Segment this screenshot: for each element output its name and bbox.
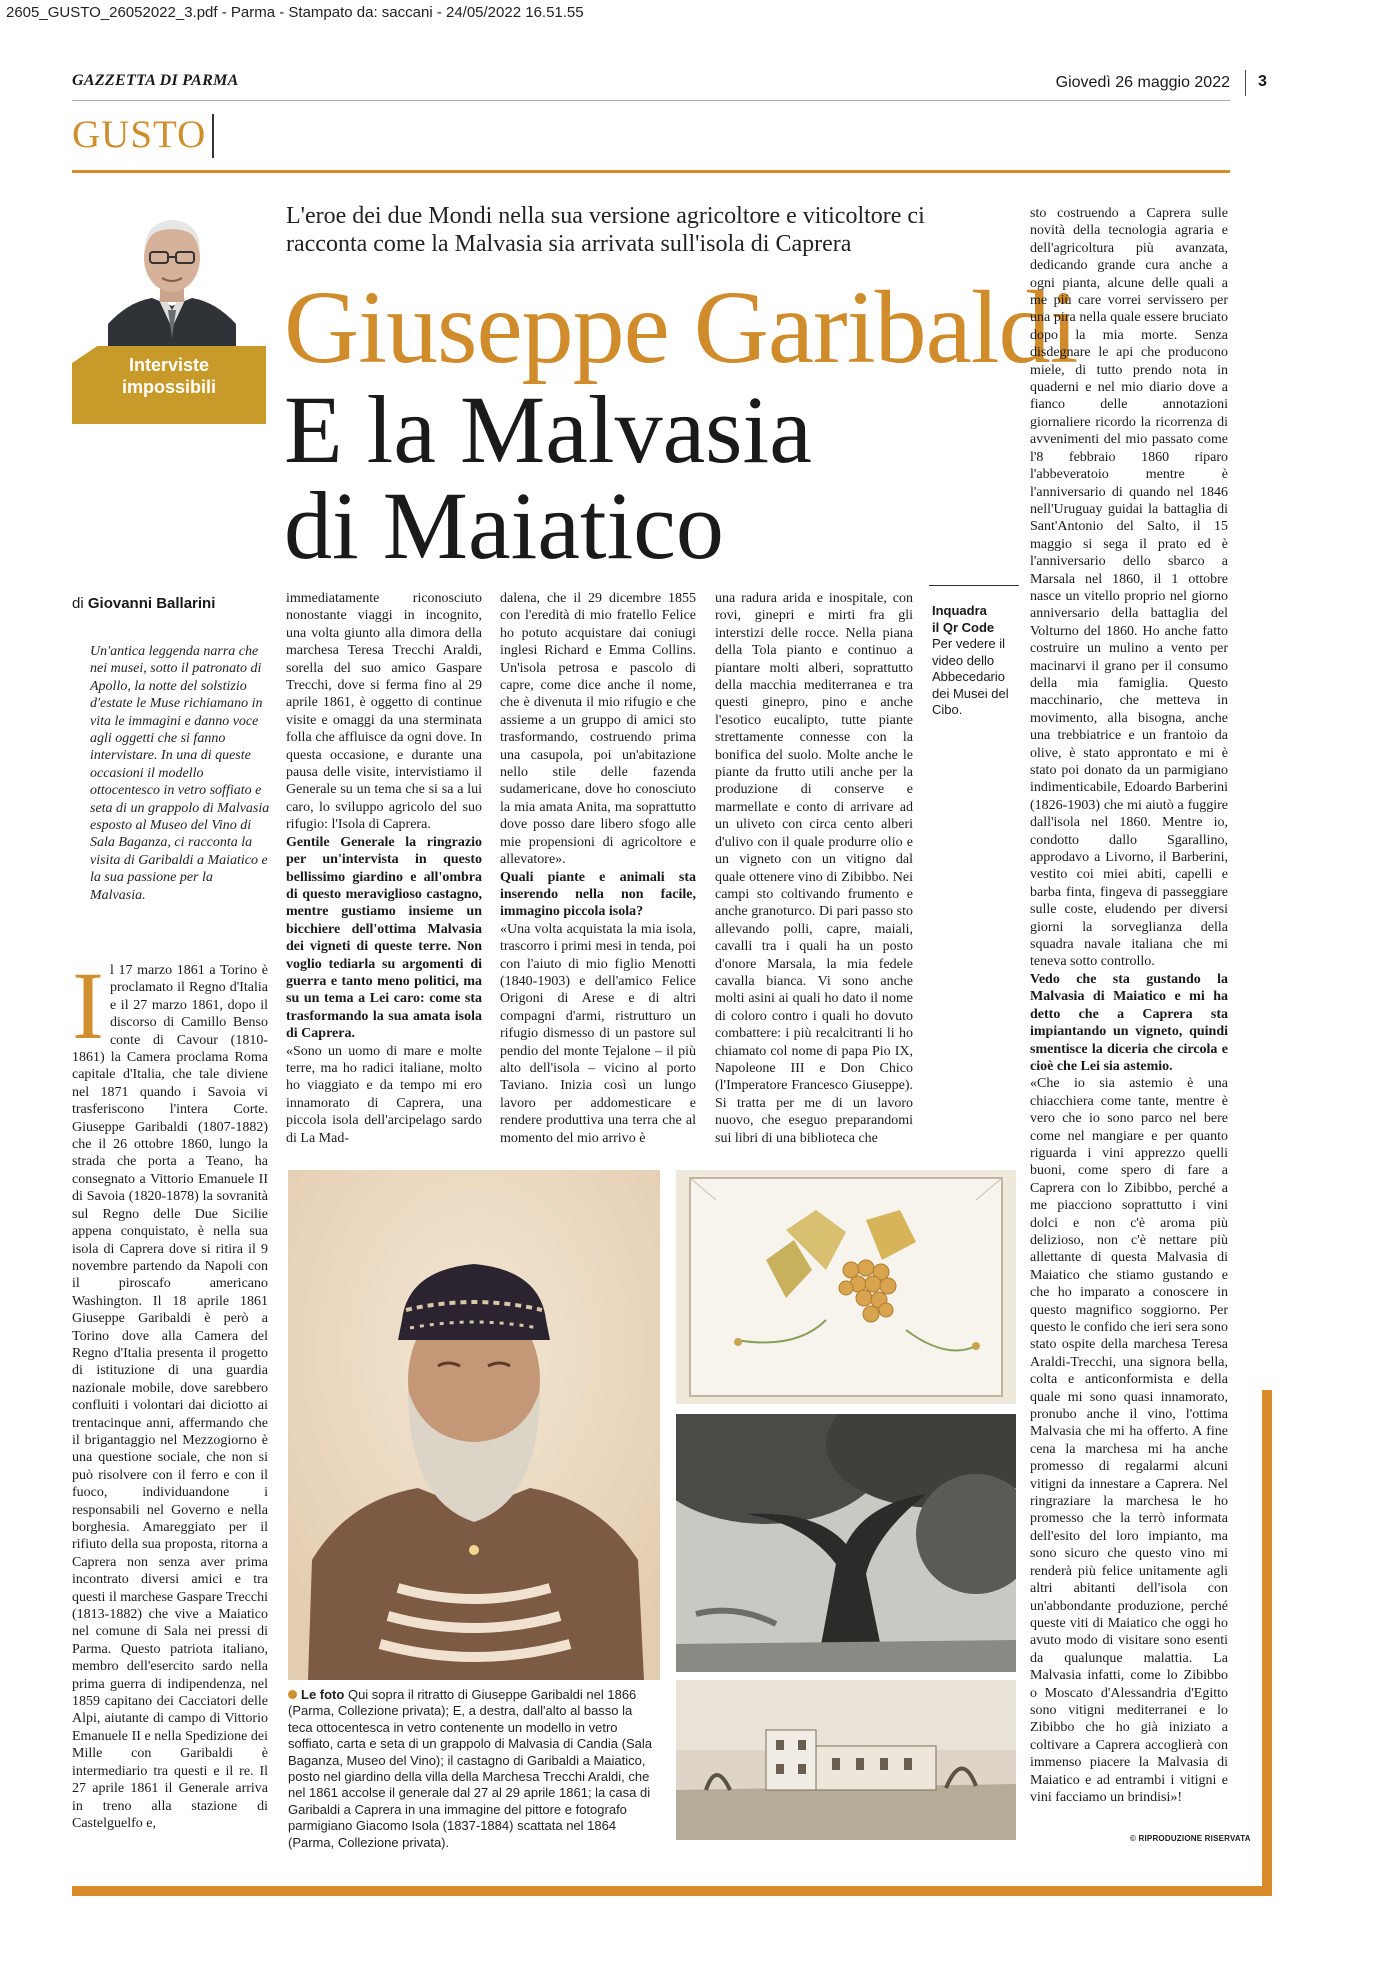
article-column-1	[72, 962, 268, 1858]
column-2-paragraph-2: «Sono un uomo di mare e molte terre, ma ho radici italiane, molto ho viaggiato e da tempo mi ero innamorato di Caprera, una piccola isola dell'arcipelago sardo di La Mad-	[286, 1043, 482, 1146]
article-column-3	[500, 590, 696, 1156]
page-frame-bottom	[72, 1886, 1272, 1896]
interview-badge-label	[72, 354, 266, 398]
article-column-4	[715, 590, 913, 1156]
badge-line-1: Interviste	[128, 355, 210, 375]
grape-model-photo	[676, 1170, 1016, 1404]
print-header: 2605_GUSTO_26052022_3.pdf - Parma - Stampato da: saccani - 24/05/2022 16.51.55	[6, 4, 584, 21]
newspaper-masthead: GAZZETTA DI PARMA	[72, 72, 239, 89]
photo-caption	[288, 1687, 656, 1851]
column-4-text: una radura arida e inospitale, con rovi, ginepri e mirti fra gli interstizi delle rocce. Nella piana della Tola pianto e continuo a piantare molti alberi, soprattutto della macchia mediterranea e tra questi ginepro, pino e anche l'esotico eucalipto, tutte piante strettamente connesse con la bonifica del suolo. Molte anche le piante da frutto utili anche per la produzione di conserve e marmellate e conto di arrivare ad un uliveto con circa cento alberi d'ulivo con il quale produrre olio e un vigneto con un vitigno dal quale ottenere vino di Zibibbo. Nei campi sto coltivando frumento e anche granoturco. Di pari passo sto allevando polli, capre, maiali, cavalli tra i quali ha un posto d'onore Marsala, la mia fedele cavalla bianca. Vi sono anche molti asini ai quali ho dato il nome di coloro contro i quali ho dovuto combattere: i più recalcitranti li ho chiamato col nome di papa Pio IX, Napoleone III e Don Chico (l'Imperatore Francesco Giuseppe). Si tratta per me di un lavoro nuovo, che eseguo preparandomi sui libri di una biblioteca che	[715, 591, 913, 1146]
page-number-divider	[1245, 70, 1246, 96]
article-column-2	[286, 590, 482, 1156]
page-frame-right	[1262, 1390, 1272, 1896]
author-photo	[108, 206, 236, 348]
page-number: 3	[1258, 73, 1267, 90]
column-3-paragraph-2: «Una volta acquistata la mia isola, trascorro i primi mesi in tenda, poi con l'aiuto di mio figlio Menotti (1840-1903) e dell'amico Felice Origoni di Arese e di altri compagni d'armi, ristrutturo un rifugio dismesso di un pastore sul pendio del monte Tejalone – il più alto dell'isola – vicino al porto Taviano. Inizia così un lungo lavoro per addomesticare e rendere produttiva una terra che al momento del mio arrivo è	[500, 921, 696, 1146]
column-3-paragraph-1: dalena, che il 29 dicembre 1855 con l'eredità di mio fratello Felice ho potuto acquistare dai coniugi inglesi Richard e Emma Collins. Un'isola petrosa e pascolo di capre, come dice anche il nome, che è divenuta il mio rifugio e che assieme a un gruppo di amici sto trasformando, costruendo prima una casupola, poi un'abitazione nello stile delle fazenda sudamericane, dove ho conosciuto la mia amata Anita, ma soprattutto dove posso dare libero sfogo alle mie propensioni di agricoltore e allevatore».	[500, 591, 696, 868]
headline-subtitle: E la Malvasia di Maiatico	[284, 376, 812, 579]
intro-text: Un'antica leggenda narra che nei musei, sotto il patronato di Apollo, la notte del solstizio d'estate le Muse richiamano in vita le immagini e danno voce agli oggetti che si fanno intervistare. In una di queste occasioni il modello ottocentesco in vetro soffiato e seta di un grappolo di Malvasia esposto al Museo del Vino di Sala Baganza, ci racconta la visita di Garibaldi a Maiatico e la sua passione per la Malvasia.	[90, 644, 270, 903]
qr-rule	[929, 585, 1019, 586]
interview-question-3: Vedo che sta gustando la Malvasia di Maiatico e mi ha detto che a Caprera sta impiantando un vigneto, quindi smentisce la diceria che circola e cioè che Lei sia astemio.	[1030, 971, 1228, 1074]
article-column-5	[1030, 205, 1228, 1833]
byline	[72, 595, 215, 612]
copyright-notice: © RIPRODUZIONE RISERVATA	[1130, 1834, 1251, 1843]
caption-text: Qui sopra il ritratto di Giuseppe Garibaldi nel 1866 (Parma, Collezione privata); E, a destra, dall'alto al basso la teca ottocentesca in vetro contenente un modello in vetro soffiato, carta e seta di un grappolo di Malvasia di Candia (Sala Baganza, Museo del Vino); il castagno di Garibaldi a Maiatico, posto nel giardino della villa della Marchesa Trecchi Araldi, che nel 1861 accolse il generale dal 27 al 29 aprile 1861; la casa di Garibaldi a Caprera in una immagine del pittore e fotografo parmigiano Giacomo Isola (1837-1884) scattata nel 1864 (Parma, Collezione privata).	[288, 1687, 652, 1850]
header-rule	[72, 100, 1230, 101]
qr-code-box	[932, 603, 1022, 719]
column-5-paragraph-2: «Che io sia astemio è una chiacchiera come tante, mentre è vero che io sono parco nel bere come nel mangiare e per quanto riguarda i vini apprezzo quelli buoni, come spero di fare a Caprera con lo Zibibbo, perché a me piacciono soprattutto i vini dolci e non c'è aroma più delizioso, non c'è nettare più allettante di questa Malvasia di Maiatico che stiamo gustando e che ho imparato a conoscere in questo magnifico soggiorno. Per questo le confido che ieri sera sono stato ospite della marchesa Teresa Araldi-Trecchi, una signora bella, colta e anticonformista e della quale mi sono quasi innamorato, pronubo anche il vino, l'ottima Malvasia che mi ha offerto. A fine cena la marchesa mi ha anche promesso di regalarmi alcuni vitigni da innestare a Caprera. Nel ringraziare la marchesa le ho promesso che la terrò informata dell'esito del loro impianto, ma sono sicuro che questo vino mi renderà più felice unitamente agli altri abitanti dell'isola con un'abbondante produzione, perché queste viti di Maiatico che oggi ho avuto modo di visitare sono esenti da qualunque malattia. La Malvasia infatti, come lo Zibibbo o Moscato d'Alessandria d'Egitto sono vitigni mediterranei e lo Zibibbo che ho già iniziato a coltivare a Caprera accoglierà con immenso piacere la Malvasia di Maiatico e ad entrambi i vitigni e vini facciamo un brindisi»!	[1030, 1076, 1228, 1805]
section-rule	[72, 170, 1230, 173]
section-title: GUSTO	[72, 113, 207, 156]
byline-prefix: di	[72, 595, 84, 612]
section-divider	[212, 114, 214, 158]
byline-author: Giovanni Ballarini	[87, 595, 216, 612]
chestnut-tree-photo	[676, 1414, 1016, 1672]
column-1-text: l 17 marzo 1861 a Torino è proclamato il Regno d'Italia e il 27 marzo 1861, dopo il discorso di Camillo Benso conte di Cavour (1810-1861) la Camera proclama Roma capitale d'Italia, che tale diviene nel 1871 quando i Savoia vi trasferiscono l'intera Corte. Giuseppe Garibaldi (1807-1882) che il 26 ottobre 1860, lungo la strada che porta a Teano, ha consegnato a Vittorio Emanuele II di Savoia (1820-1878) la sovranità sul Regno delle Due Sicilie appena conquistato, è nella sua isola di Caprera dove si ritira il 9 novembre partendo da Napoli con il piroscafo americano Washington. Il 18 aprile 1861 Giuseppe Garibaldi è però a Torino dove alla Camera del Regno d'Italia presenta il progetto di istituzione di una guardia nazionale mobile, dove sarebbero confluiti i volontari dai diciotto ai trentacinque anni, affermando che il brigantaggio nel Mezzogiorno è una questione sociale, che non si può risolvere con il ferro e con il fuoco, individuandone i responsabili nel Governo e nella borghesia. Amareggiato per il rifiuto della sua proposta, ritorna a Caprera non senza aver prima incontrato diversi amici e tra questi il marchese Gaspare Trecchi (1813-1882) che vive a Maiatico nel comune di Sala nei pressi di Parma. Questo patriota italiano, membro dell'esercito sardo nella prima guerra di indipendenza, nel 1859 capitano dei Cacciatori delle Alpi, aiutante di campo di Vittorio Emanuele II e nella Spedizione dei Mille con Garibaldi è intermediario tra questi e il re. Il 27 aprile 1861 il Generale arriva in treno alla stazione di Castelguelfo e,	[72, 963, 268, 1831]
qr-title-1: Inquadra	[932, 603, 987, 618]
headline-name: Giuseppe Garibaldi	[284, 270, 1078, 385]
qr-title-2: il Qr Code	[932, 619, 995, 635]
caption-label: Le foto	[301, 1687, 345, 1702]
interview-question-2: Quali piante e animali sta inserendo nella non facile, immagino piccola isola?	[500, 869, 696, 920]
badge-line-2: impossibili	[121, 377, 217, 397]
article-kicker: L'eroe dei due Mondi nella sua versione agricoltore e viticoltore ci racconta come la Malvasia sia arrivata sull'isola di Caprera	[286, 203, 925, 257]
caprera-house-photo	[676, 1680, 1016, 1840]
garibaldi-portrait-photo	[288, 1170, 660, 1680]
issue-date: Giovedì 26 maggio 2022	[1055, 74, 1230, 91]
drop-cap: I	[72, 962, 104, 1059]
qr-text: Per vedere il video dello Abbecedario dei Musei del Cibo.	[932, 636, 1009, 717]
column-5-paragraph-1: sto costruendo a Caprera sulle novità della tecnologia agraria e dell'agricoltura più avanzata, dedicando grande cura anche a ogni pianta, alcune delle quali a me più care vorrei servissero per una pira nella quale essere bruciato dopo la mia morte. Senza disdegnare le api che producono miele, di tutto prendo nota in quaderni e nel mio diario dove a fianco delle annotazioni giornaliere ricordo la ricorrenza di avvenimenti del mio passato come l'8 febbraio 1860 riparo l'abbeveratoio mentre è l'anniversario di quando nel 1846 nell'Uruguay guidai la battaglia di Sant'Antonio del Salto, il 15 maggio si sega il prato ed è l'anniversario dello sbarco a Marsala nel 1860, il 1 ottobre nasce un vitello proprio nel giorno anniversario della battaglia del Volturno del 1860. Ho anche fatto costruire un mulino a vento per macinarvi il grano per il consumo della mia famiglia. Questo macchinario, che metteva in movimento, alla bisogna, anche una trebbiatrice e un frantoio da olive, è stato approntato e mi è stato poi donato da un parmigiano indimenticabile, Edoardo Barberini (1826-1903) che mi aiutò a fuggire dall'isola nel 1860. Mentre io, condotto dallo Sgarallino, approdavo a Livorno, il Barberini, vestito coi miei abiti, capelli e barba finta, fingeva di passeggiare sulle coste, eludendo per diversi giorni la sorveglianza della squadra navale italiana che mi teneva sotto controllo.	[1030, 206, 1228, 970]
interview-question-1: Gentile Generale la ringrazio per un'intervista in questo bellissimo giardino e all'ombra di questo meraviglioso castagno, mentre gustiamo insieme un bicchiere dell'ottima Malvasia dei vigneti di queste terre. Non voglio tediarla su argomenti di guerra e tanto meno politici, ma su un tema a Lei caro: come sta trasformando la sua amata isola di Caprera.	[286, 834, 482, 1042]
caption-bullet	[288, 1690, 297, 1699]
column-2-paragraph-1: immediatamente riconosciuto nonostante viaggi in incognito, una volta giunto alla dimora della marchesa Teresa Trecchi Araldi, sorella del suo amico Gaspare Trecchi, dove si ferma fino al 29 aprile 1861, è oggetto di continue visite e omaggi da una sterminata folla che affluisce da ogni dove. In questa occasione, e durante una pausa delle visite, intervistiamo il Generale su un tema che si sa a lui caro, lo sviluppo agricolo del suo rifugio: l'Isola di Caprera.	[286, 591, 482, 833]
